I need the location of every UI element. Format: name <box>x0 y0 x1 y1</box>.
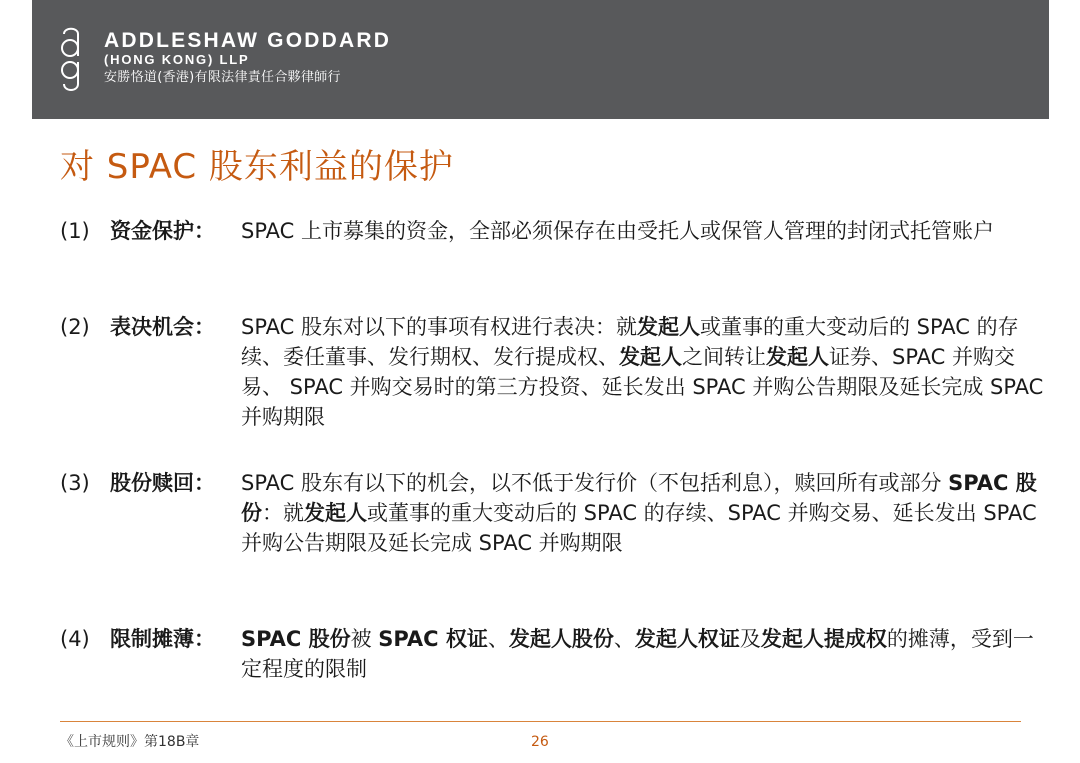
item-description: SPAC 股东有以下的机会，以不低于发行价（不包括利息），赎回所有或部分 SPAC 股份：就发起人或董事的重大变动后的 SPAC 的存续、SPAC 并购交易、延长发出 SPAC 并购公告期限及延长完成 SPAC 并购期限 <box>241 471 1037 555</box>
item-description: SPAC 股东对以下的事项有权进行表决：就发起人或董事的重大变动后的 SPAC 的存续、委任董事、发行期权、发行提成权、发起人之间转让发起人证券、SPAC 并购交易、 SPAC 并购交易时的第三方投资、延长发出 SPAC 并购公告期限及延长完成 SPAC 并购期限 <box>241 315 1044 429</box>
item-number: (4) <box>60 627 90 651</box>
page-number: 26 <box>531 734 549 750</box>
slide-title: 对 SPAC 股东利益的保护 <box>60 147 454 187</box>
item-number: (3) <box>60 471 90 495</box>
item-term: 资金保护： <box>110 219 215 243</box>
item-term: 限制摊薄： <box>110 627 215 651</box>
footer-source: 《上市规则》第18B章 <box>60 734 200 750</box>
item-description: SPAC 上市募集的资金，全部必须保存在由受托人或保管人管理的封闭式托管账户 <box>241 219 994 243</box>
header-bar <box>32 0 1049 119</box>
firm-chinese-name: 安勝恪道(香港)有限法律責任合夥律師行 <box>104 70 341 85</box>
footer-divider <box>60 721 1021 722</box>
item-number: (2) <box>60 315 90 339</box>
item-term: 表决机会： <box>110 315 215 339</box>
ag-logo-icon <box>56 24 86 96</box>
item-description: SPAC 股份被 SPAC 权证、发起人股份、发起人权证及发起人提成权的摊薄，受到一定程度的限制 <box>241 627 1034 681</box>
item-number: (1) <box>60 219 90 243</box>
firm-subtitle: (HONG KONG) LLP <box>104 52 250 67</box>
firm-name: ADDLESHAW GODDARD <box>104 29 392 52</box>
item-term: 股份赎回： <box>110 471 215 495</box>
